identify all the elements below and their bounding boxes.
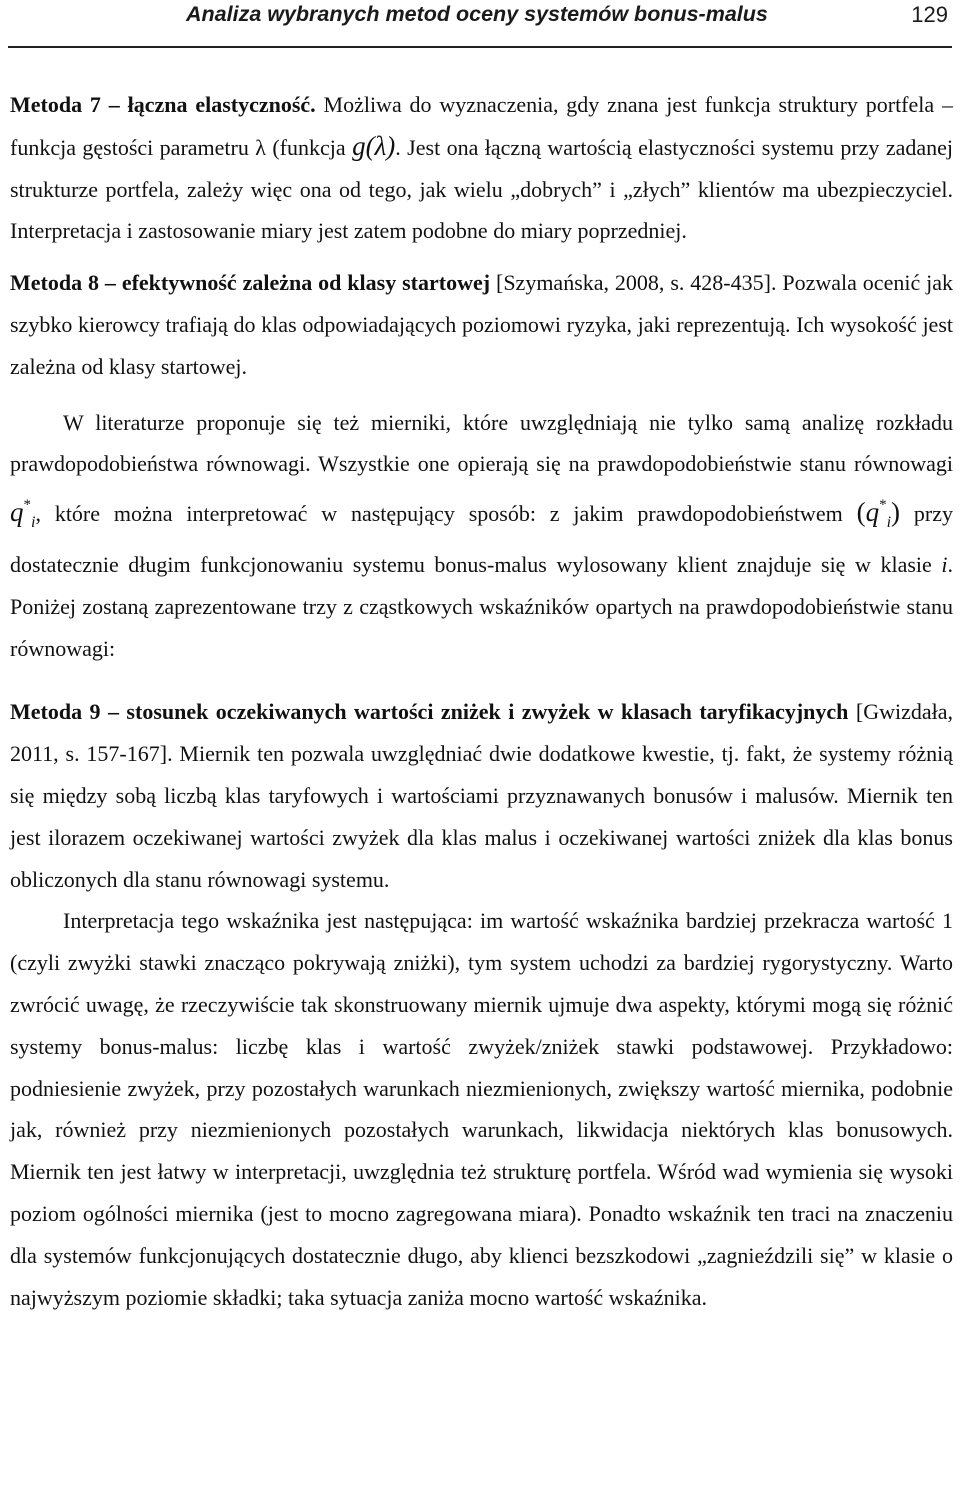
formula-q-star-i: $q^*_i$ <box>10 497 36 532</box>
equilibrium-text-d: . Poniżej zostaną zaprezentowane trzy z cząstkowych wskaźników opartych na prawdopodobieństwie stanu równowagi: <box>10 551 953 661</box>
paragraph-interpretation <box>10 900 953 1318</box>
formula-q-star-i-2: $q^*_i$ <box>865 497 892 532</box>
paren-left: ( <box>856 497 866 528</box>
page-body <box>10 84 953 1318</box>
page-number: 129 <box>911 2 948 27</box>
method-9-text: [Gwizdała, 2011, s. 157-167]. Miernik ten pozwala uwzględniać dwie dodatkowe kwestie, tj. fakt, że systemy różnią się między sobą liczbą klas taryfowych i wartościami przyznawanych bonusów i malusów. Miernik ten jest ilorazem oczekiwanej wartości zwyżek dla klas malus i oczekiwanej wartości zniżek dla klas bonus obliczonych dla stanu równowagi systemu. <box>10 699 953 892</box>
paragraph-method-7 <box>10 84 953 252</box>
method-7-title: Metoda 7 – łączna elastyczność. <box>10 92 316 117</box>
running-head: Analiza wybranych metod oceny systemów bonus-malus <box>186 2 768 26</box>
method-8-text: [Szymańska, 2008, s. 428-435]. Pozwala ocenić jak szybko kierowcy trafiają do klas odpowiadających poziomowi ryzyka, jaki reprezentują. Ich wysokość jest zależna od klasy startowej. <box>10 270 954 379</box>
equilibrium-text-a: W literaturze proponuje się też mierniki, które uwzględniają nie tylko samą analizę rozkładu prawdopodobieństwa równowagi. Wszystkie one opierają się na prawdopodobieństwie stanu równowagi <box>10 409 953 477</box>
equilibrium-text-b: , które można interpretować w następujący sposób: z jakim prawdopodobieństwem <box>35 501 857 527</box>
paragraph-equilibrium <box>10 402 953 670</box>
page-header <box>8 0 952 48</box>
class-index-i: i <box>941 551 948 577</box>
method-9-title: Metoda 9 – stosunek oczekiwanych wartości zniżek i zwyżek w klasach taryfikacyjnych <box>10 699 849 725</box>
equilibrium-text-c: przy dostatecznie długim funkcjonowaniu systemu bonus-malus wylosowany klient znajduje się w klasie <box>10 501 953 577</box>
paren-right: ) <box>891 497 901 528</box>
formula-g-lambda: g(λ) <box>352 130 396 161</box>
interpretation-text: Interpretacja tego wskaźnika jest następująca: im wartość wskaźnika bardziej przekracza wartość 1 (czyli zwyżki stawki znacząco pokrywają zniżki), tym system uchodzi za bardziej rygorystyczny. Warto zwrócić uwagę, że rzeczywiście tak skonstruowany miernik ujmuje dwa aspekty, którymi mogą się różnić systemy bonus-malus: liczbę klas i wartość zwyżek/zniżek stawki podstawowej. Przykładowo: podniesienie zwyżek, przy pozostałych warunkach niezmienionych, zwiększy wartość miernika, podobnie jak, również przy niezmienionych pozostałych warunkach, likwidacja niektórych klas bonusowych. Miernik ten jest łatwy w interpretacji, uwzględnia też strukturę portfela. Wśród wad wymienia się wysoki poziom ogólności miernika (jest to mocno zagregowana miara). Ponadto wskaźnik ten traci na znaczeniu dla systemów funkcjonujących dostatecznie długo, aby klienci bezszkodowi „zagnieździli się” w klasie o najwyższym poziomie składki; taka sytuacja zaniża mocno wartość wskaźnika. <box>10 908 953 1310</box>
method-8-title: Metoda 8 – efektywność zależna od klasy startowej <box>10 270 491 296</box>
method-7-text-b: . Jest ona łączną wartością elastyczności systemu przy zadanej strukturze portfela, zależy więc ona od tego, jak wielu „dobrych” i „złych” klientów ma ubezpieczyciel. Interpretacja i zastosowanie miary jest zatem podobne do miary poprzedniej. <box>10 134 953 244</box>
paragraph-method-9 <box>10 691 953 900</box>
paragraph-method-8 <box>10 262 953 387</box>
method-7-text-a: Możliwa do wyznaczenia, gdy znana jest funkcja struktury portfela – funkcja gęstości parametru λ (funkcja <box>10 92 953 160</box>
